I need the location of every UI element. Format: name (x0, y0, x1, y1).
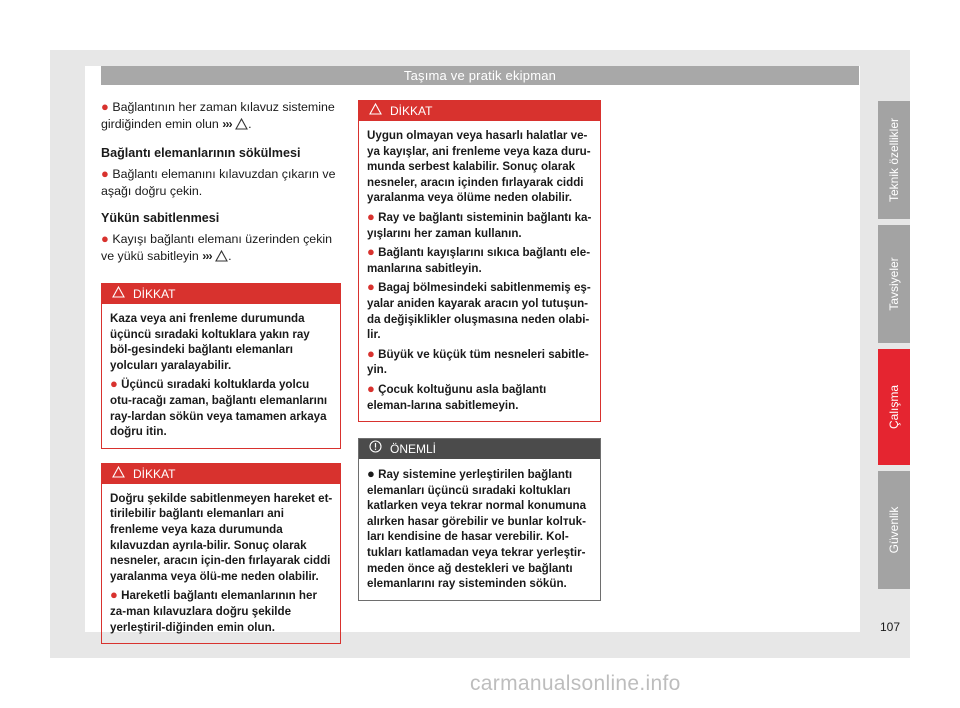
bullet-icon: ● (367, 279, 375, 295)
warning-box-2 (101, 463, 341, 644)
list-item: ● Ray ve bağlantı sisteminin bağlantı ka-yışlarını her zaman kullanın. (367, 208, 592, 240)
see-reference-arrows[interactable]: ››› (202, 249, 212, 263)
warning-triangle-icon (112, 284, 125, 304)
middle-column (358, 100, 601, 601)
watermark: carmanualsonline.info (470, 672, 681, 695)
paragraph-3: ● Kayışı bağlantı elemanı üzerinden çekin ve yükü sabitleyin ››› . (101, 230, 341, 267)
warning-box-1 (101, 283, 341, 449)
warning-box-header: DİKKAT (359, 101, 600, 121)
bullet-icon: ● (101, 99, 109, 114)
warning-box-header: DİKKAT (102, 464, 340, 484)
see-reference-arrows[interactable]: ››› (222, 117, 232, 131)
tab-advice[interactable]: Tavsiyeler (878, 225, 910, 343)
warning-box-3 (358, 100, 601, 422)
list-item: ● Çocuk koltuğunu asla bağlantı eleman-larına sabitlemeyin. (367, 380, 547, 412)
warning-triangle-icon (369, 101, 382, 121)
bullet-icon: ● (367, 380, 375, 396)
list-item: ● Bağlantı kayışlarını sıkıca bağlantı ele-manlarına sabitleyin. (367, 244, 591, 275)
info-circle-icon (369, 439, 382, 459)
section-title-securing: Yükün sabitlenmesi (101, 211, 220, 225)
warning-box-header: DİKKAT (102, 284, 340, 304)
page-number: 107 (880, 620, 901, 634)
paragraph-1: ● Bağlantının her zaman kılavuz sistemine girdiğinden emin olun ››› . (101, 98, 341, 135)
tab-operation[interactable]: Çalışma (878, 349, 910, 465)
bullet-icon: ● (367, 345, 375, 361)
bullet-icon: ● (367, 466, 375, 482)
tab-safety[interactable]: Güvenlik (878, 471, 910, 589)
warning-triangle-icon (235, 118, 248, 135)
section-title-removal: Bağlantı elemanlarının sökülmesi (101, 146, 301, 160)
left-column (101, 98, 341, 644)
list-item: ● Büyük ve küçük tüm nesneleri sabitle-yin. (367, 345, 589, 377)
page-header: Taşıma ve pratik ekipman (101, 66, 859, 85)
bullet-icon: ● (367, 244, 375, 260)
paragraph-2: ● Bağlantı elemanını kılavuzdan çıkarın ve aşağı doğru çekin. (101, 166, 336, 198)
warning-triangle-icon (112, 464, 125, 484)
bullet-icon: ● (367, 208, 375, 224)
bullet-icon: ● (110, 376, 118, 392)
warning-box-body: Kaza veya ani frenleme durumunda üçüncü sıradaki koltuklara yakın ray böl-gesindeki bağlantı elemanları yolcuları yaralayabilir. ● Üçüncü sıradaki koltuklarda yolcu otu-racağı zaman, bağlantı elemanlarını ray-lardan sökün veya tamamen arkaya doğru itin. (110, 312, 328, 439)
bullet-icon: ● (101, 166, 109, 181)
tab-technical-specs[interactable]: Teknik özellikler (878, 101, 910, 219)
warning-box-body: Uygun olmayan veya hasarlı halatlar ve-ya kayışlar, ani frenleme veya kaza duru-munda serbest kalabilir. Sonuç olarak nesneler, aracın içinden fırlayarak ciddi yaralanma veya ölüme neden olabilir. ● Ray ve bağlantı sisteminin bağlantı ka-yışlarını her zaman kullanın. ● Bağlantı kayışlarını sıkıca bağlantı ele-manlarına sabitleyin. ● Bagaj bölmesindeki sabitlenmemiş eş-yalar aniden kayarak aracın yol tutuşun-da değişiklikler oluşmasına neden olabi-lir. ● Büyük ve küçük tüm nesneleri sabitle-yin. ● Çocuk koltuğunu asla bağlantı eleman-larına sabitlemeyin. (367, 129, 592, 412)
note-box-body: ● Ray sistemine yerleştirilen bağlantı elemanları üçüncü sıradaki koltukları katlarken veya tekrar normal konumuna alırken hasar görebilir ve bunlar kolтuk-ları kendisine de hasar verebilir. Kol-tukları katlamadan veya tekrar yerleştir-meden önce ağ destekleri ve bağlantı elemanlarını ray sisteminden sökün. (367, 466, 587, 591)
note-box-header: ÖNEMLİ (359, 439, 600, 459)
list-item: ● Bagaj bölmesindeki sabitlenmemiş eş-yalar aniden kayarak aracın yol tutuşun-da değişiklikler oluşmasına neden olabi-lir. (367, 279, 591, 342)
warning-box-body: Doğru şekilde sabitlenmeyen hareket et-tirilebilir bağlantı elemanları ani frenleme veya kaza durumunda kılavuzdan ayrıla-bilir. Sonuç olarak nesneler, aracın için-den fırlayarak ciddi yaralanma veya ölü-me neden olabilir. ● Hareketli bağlantı elemanlarının her za-man kılavuzlara doğru şekilde yerleştiril-diğinden emin olun. (110, 491, 333, 634)
bullet-icon: ● (101, 231, 109, 246)
bullet-icon: ● (110, 587, 118, 603)
note-box (358, 438, 601, 601)
warning-triangle-icon (215, 250, 228, 267)
